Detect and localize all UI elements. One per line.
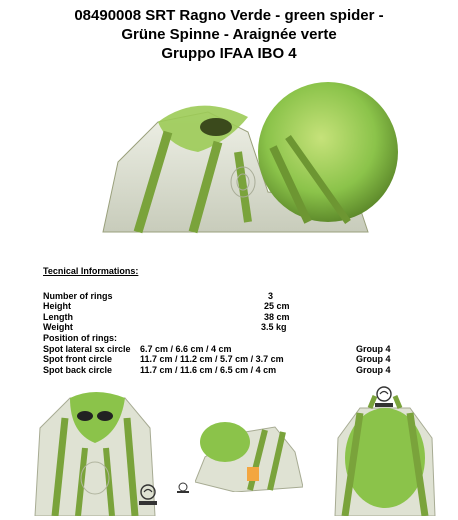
spot-value: 6.7 cm / 6.6 cm / 4 cm bbox=[140, 343, 232, 354]
spec-value: 38 cm bbox=[264, 311, 290, 322]
spec-label: Length bbox=[43, 311, 73, 322]
info-heading: Tecnical Informations: bbox=[43, 266, 139, 276]
spot-row bbox=[43, 354, 443, 365]
spec-label: Height bbox=[43, 301, 71, 312]
spot-label: Spot lateral sx circle bbox=[43, 343, 131, 354]
spot-group: Group 4 bbox=[356, 343, 391, 354]
spot-group: Group 4 bbox=[356, 354, 391, 365]
spec-value: 3 bbox=[268, 290, 274, 301]
spot-row bbox=[43, 344, 443, 355]
spec-row bbox=[43, 322, 443, 333]
srt-logo-back-icon bbox=[372, 386, 396, 408]
title-line-2: Grüne Spinne - Araignée verte bbox=[121, 26, 337, 43]
spec-label: Weight bbox=[43, 322, 73, 333]
spec-label: Number of rings bbox=[43, 290, 113, 301]
spec-row bbox=[43, 312, 443, 323]
srt-small-logo-icon bbox=[175, 482, 191, 494]
spider-target-main-image bbox=[98, 72, 398, 240]
product-title bbox=[0, 6, 458, 63]
spot-value: 11.7 cm / 11.2 cm / 5.7 cm / 3.7 cm bbox=[140, 354, 284, 365]
spec-row bbox=[43, 301, 443, 312]
spot-label: Spot back circle bbox=[43, 364, 113, 375]
technical-info bbox=[43, 266, 443, 375]
srt-logo-icon bbox=[136, 484, 160, 506]
spec-value: 25 cm bbox=[264, 301, 290, 312]
spot-value: 11.7 cm / 11.6 cm / 6.5 cm / 4 cm bbox=[140, 364, 277, 375]
spot-group: Group 4 bbox=[356, 364, 391, 375]
spec-value: 3.5 kg bbox=[261, 322, 287, 333]
spec-row bbox=[43, 291, 443, 302]
spot-label: Spot front circle bbox=[43, 354, 113, 365]
side-view-image bbox=[195, 412, 303, 492]
position-heading: Position of rings: bbox=[43, 332, 117, 343]
title-line-1: 08490008 SRT Ragno Verde - green spider - bbox=[74, 7, 384, 24]
title-line-3: Gruppo IFAA IBO 4 bbox=[161, 45, 297, 62]
spot-row bbox=[43, 365, 443, 376]
